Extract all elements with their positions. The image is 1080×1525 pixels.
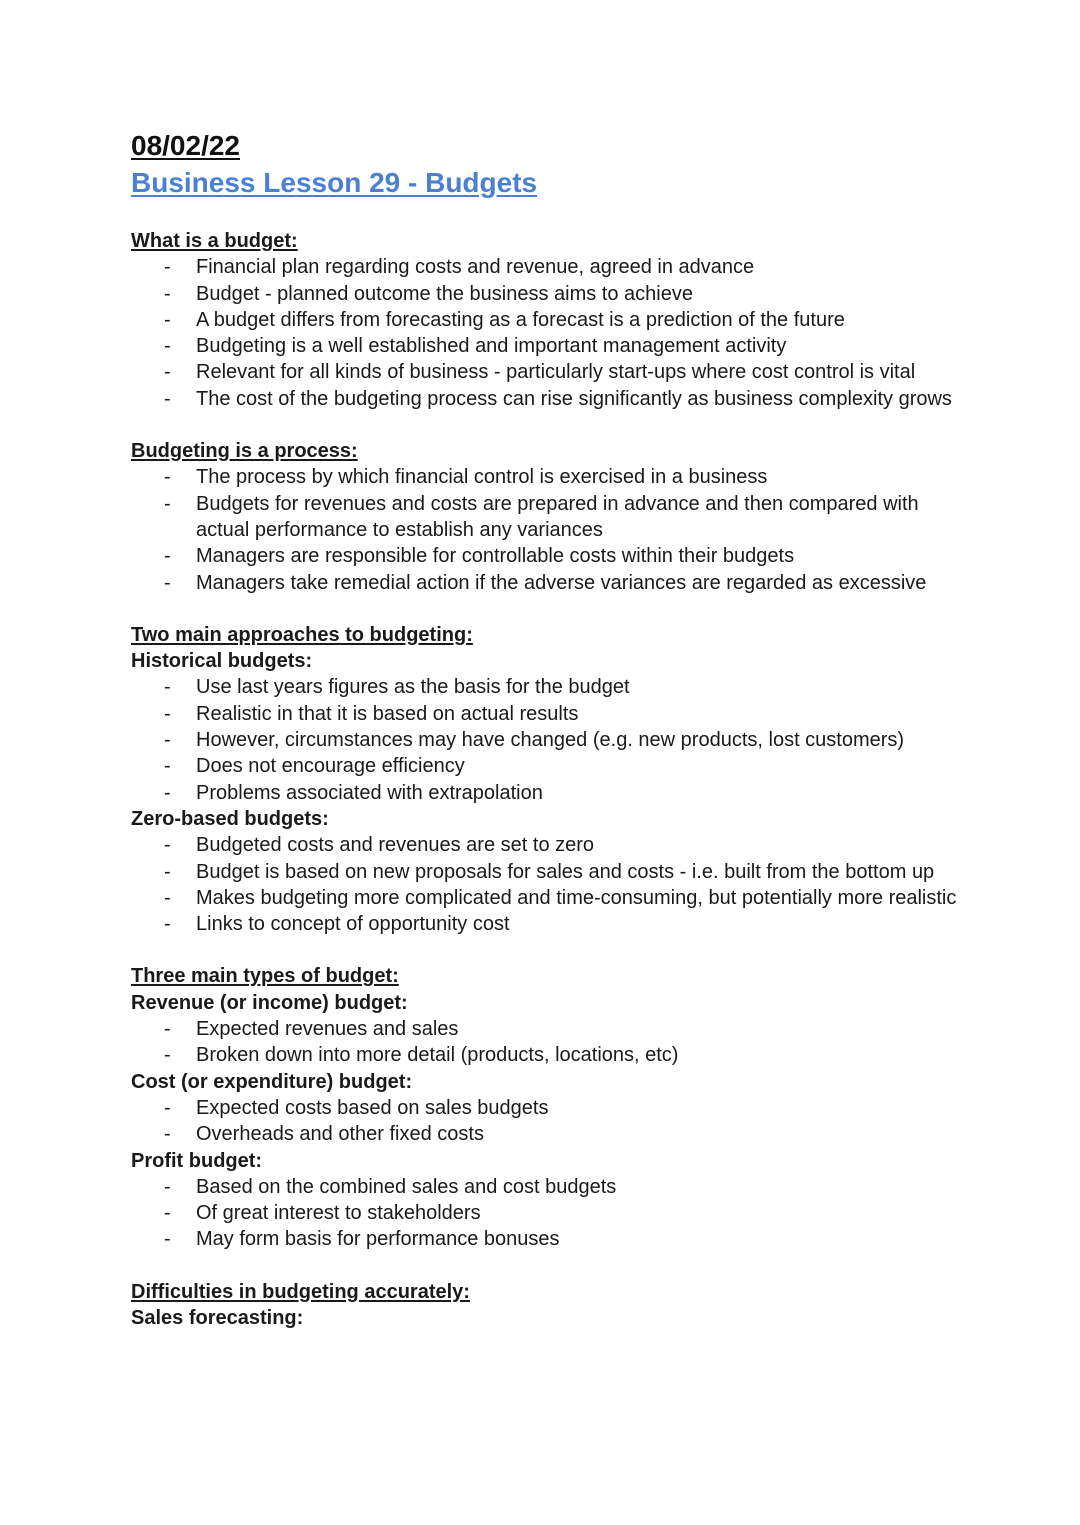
list-item: - Broken down into more detail (products, locations, etc) <box>196 1042 960 1068</box>
list-item: - Of great interest to stakeholders <box>196 1200 960 1226</box>
list-item: - Budgets for revenues and costs are prepared in advance and then compared with actual performance to establish any variances <box>196 491 960 544</box>
section-difficulties <box>131 1279 960 1332</box>
page-title: Business Lesson 29 - Budgets <box>131 167 538 198</box>
list-item: - Makes budgeting more complicated and time-consuming, but potentially more realistic <box>196 885 960 911</box>
list-item: - May form basis for performance bonuses <box>196 1226 960 1252</box>
note-date: 08/02/22 <box>131 130 240 161</box>
list-item: - Based on the combined sales and cost budgets <box>196 1174 960 1200</box>
section-heading: Budgeting is a process: <box>131 440 358 463</box>
list-item: - Realistic in that it is based on actual results <box>196 701 960 727</box>
list-item: - Budget - planned outcome the business aims to achieve <box>196 281 960 307</box>
list-item: - Budgeted costs and revenues are set to zero <box>196 832 960 858</box>
list-item: - Managers are responsible for controllable costs within their budgets <box>196 543 960 569</box>
section-approaches <box>131 622 960 938</box>
section-heading: Two main approaches to budgeting: <box>131 623 473 646</box>
list-item: - Budgeting is a well established and important management activity <box>196 333 960 359</box>
bullet-list <box>131 1016 960 1069</box>
section-heading: Difficulties in budgeting accurately: <box>131 1280 470 1303</box>
list-item: - The process by which financial control is exercised in a business <box>196 464 960 490</box>
list-item: - Financial plan regarding costs and revenue, agreed in advance <box>196 254 960 280</box>
bullet-list <box>131 674 960 805</box>
list-item: - However, circumstances may have changed (e.g. new products, lost customers) <box>196 727 960 753</box>
section-types <box>131 963 960 1252</box>
list-item: - Expected revenues and sales <box>196 1016 960 1042</box>
bullet-list <box>131 832 960 937</box>
section-budgeting-process <box>131 438 960 596</box>
list-item: - Relevant for all kinds of business - particularly start-ups where cost control is vital <box>196 359 960 385</box>
bullet-list <box>131 1174 960 1253</box>
section-heading: Three main types of budget: <box>131 965 399 988</box>
sub-heading-revenue: Revenue (or income) budget: <box>131 991 408 1014</box>
list-item: - Overheads and other fixed costs <box>196 1121 960 1147</box>
list-item: - A budget differs from forecasting as a forecast is a prediction of the future <box>196 307 960 333</box>
sub-heading-historical: Historical budgets: <box>131 650 313 673</box>
sub-heading-cost: Cost (or expenditure) budget: <box>131 1070 413 1093</box>
sub-heading-sales-forecasting: Sales forecasting: <box>131 1306 304 1329</box>
section-what-is-budget <box>131 228 960 412</box>
list-item: - Budget is based on new proposals for sales and costs - i.e. built from the bottom up <box>196 859 960 885</box>
list-item: - Problems associated with extrapolation <box>196 780 960 806</box>
list-item: - Links to concept of opportunity cost <box>196 911 960 937</box>
list-item: - Does not encourage efficiency <box>196 753 960 779</box>
sub-heading-profit: Profit budget: <box>131 1149 263 1172</box>
bullet-list <box>131 254 960 412</box>
list-item: - Use last years figures as the basis for the budget <box>196 674 960 700</box>
sub-heading-zero-based: Zero-based budgets: <box>131 807 329 830</box>
list-item: - Expected costs based on sales budgets <box>196 1095 960 1121</box>
list-item: - The cost of the budgeting process can rise significantly as business complexity grows <box>196 386 960 412</box>
section-heading: What is a budget: <box>131 230 298 252</box>
bullet-list <box>131 464 960 595</box>
list-item: - Managers take remedial action if the adverse variances are regarded as excessive <box>196 570 960 596</box>
bullet-list <box>131 1095 960 1148</box>
